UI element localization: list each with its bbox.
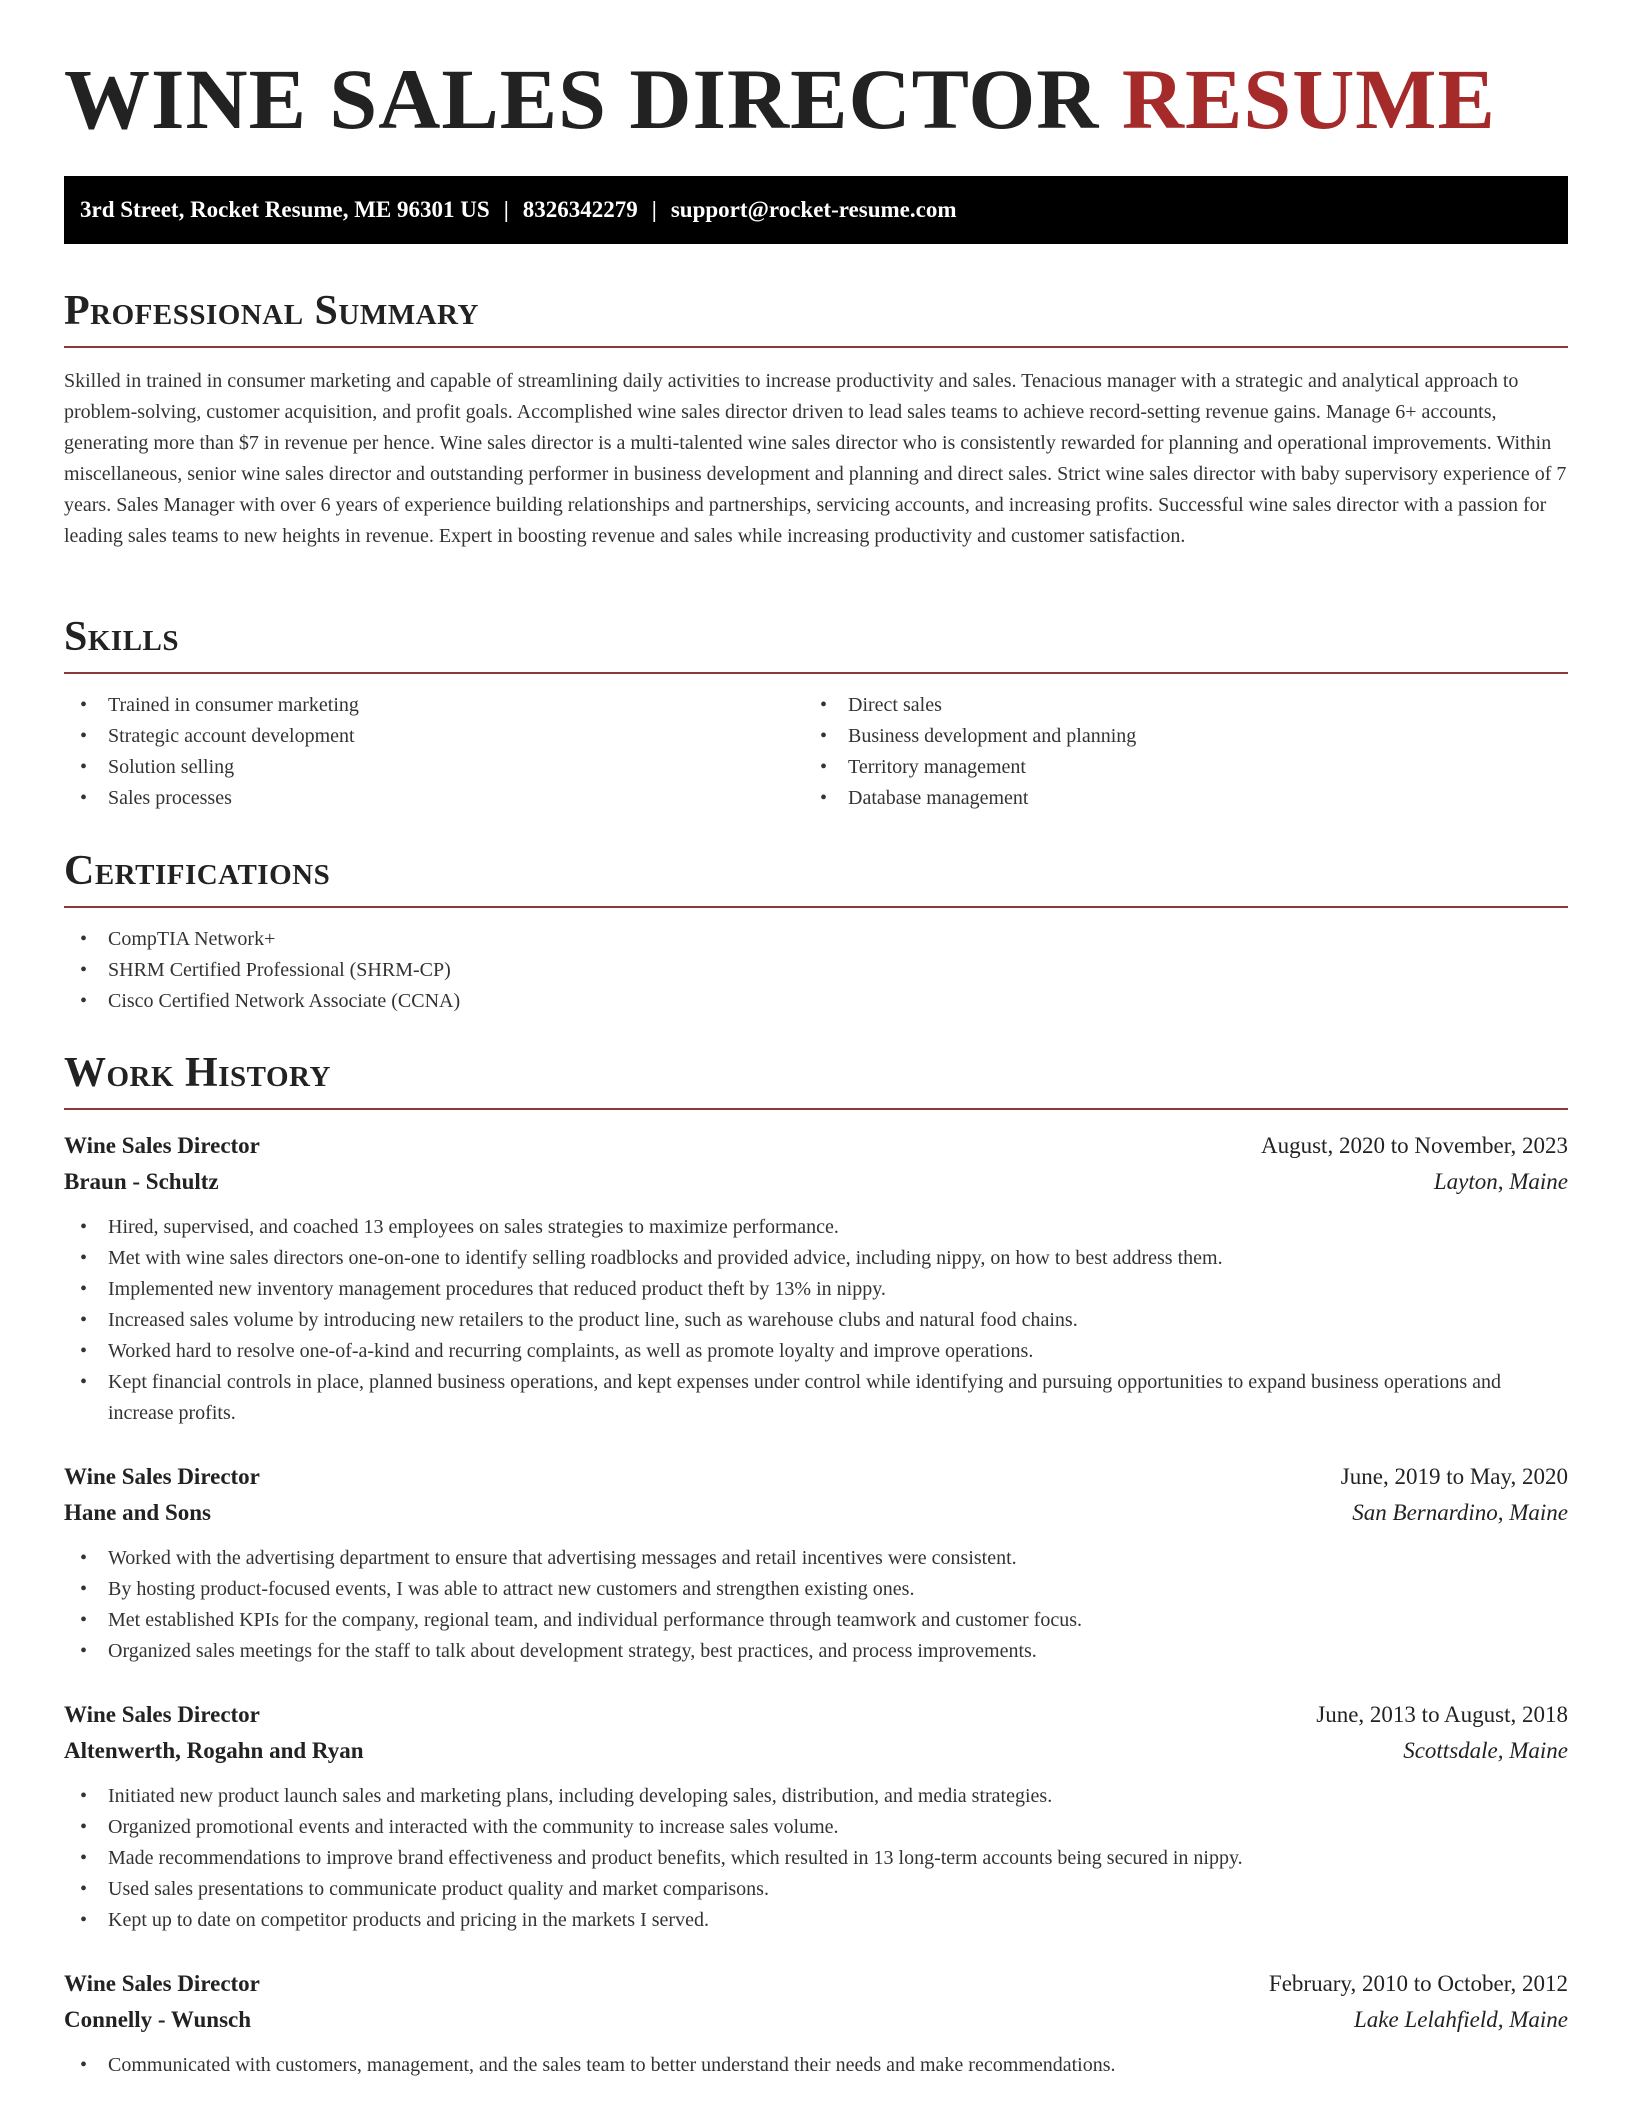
job-location: Lake Lelahfield, Maine	[1354, 2007, 1568, 2032]
job-entry	[64, 1966, 1568, 2081]
title-accent: RESUME	[1121, 51, 1496, 147]
contact-separator: |	[651, 197, 657, 222]
job-bullet: • Kept financial controls in place, planned business operations, and kept expenses under control while identifying and pursuing opportunities to expand business operations and increase profits.	[64, 1367, 1568, 1429]
job-bullets	[64, 1543, 1568, 1667]
skills-columns	[64, 690, 1568, 814]
job-dates: August, 2020 to November, 2023	[1261, 1133, 1568, 1158]
job-bullet: • Organized promotional events and interacted with the community to increase sales volume.	[64, 1812, 1568, 1843]
section-heading: Certifications	[64, 850, 1568, 908]
job-bullet: • By hosting product-focused events, I was able to attract new customers and strengthen existing ones.	[64, 1574, 1568, 1605]
job-entry	[64, 1459, 1568, 1667]
job-entry	[64, 1697, 1568, 1936]
skill-item: • Trained in consumer marketing	[64, 690, 804, 721]
skill-item: • Strategic account development	[64, 721, 804, 752]
job-bullet: • Met with wine sales directors one-on-one to identify selling roadblocks and provided advice, including nippy, on how to best address them.	[64, 1243, 1568, 1274]
skill-item: • Database management	[804, 783, 1544, 814]
job-bullet: • Worked with the advertising department to ensure that advertising messages and retail incentives were consistent.	[64, 1543, 1568, 1574]
job-title: Wine Sales Director	[64, 1971, 260, 1996]
job-bullets	[64, 1212, 1568, 1429]
certifications-section	[64, 850, 1568, 1017]
job-title: Wine Sales Director	[64, 1702, 260, 1727]
job-bullet: • Implemented new inventory management procedures that reduced product theft by 13% in nippy.	[64, 1274, 1568, 1305]
certification-item: • SHRM Certified Professional (SHRM-CP)	[64, 955, 1568, 986]
skill-item: • Business development and planning	[804, 721, 1544, 752]
job-bullet: • Worked hard to resolve one-of-a-kind and recurring complaints, as well as promote loyalty and improve operations.	[64, 1336, 1568, 1367]
section-heading: Work History	[64, 1052, 1568, 1110]
skills-list-right	[804, 690, 1544, 814]
contact-address: 3rd Street, Rocket Resume, ME 96301 US	[80, 197, 490, 222]
job-title: Wine Sales Director	[64, 1464, 260, 1489]
job-bullets	[64, 2050, 1568, 2081]
section-heading: Professional Summary	[64, 290, 1568, 348]
job-bullet: • Organized sales meetings for the staff to talk about development strategy, best practices, and process improvements.	[64, 1636, 1568, 1667]
job-company: Altenwerth, Rogahn and Ryan	[64, 1738, 364, 1763]
job-bullet: • Hired, supervised, and coached 13 employees on sales strategies to maximize performance.	[64, 1212, 1568, 1243]
certification-item: • CompTIA Network+	[64, 924, 1568, 955]
contact-email: support@rocket-resume.com	[670, 197, 957, 222]
contact-phone: 8326342279	[522, 197, 638, 222]
resume-title	[64, 51, 1496, 147]
job-company: Connelly - Wunsch	[64, 2007, 252, 2032]
contact-separator: |	[503, 197, 509, 222]
job-bullet: • Kept up to date on competitor products and pricing in the markets I served.	[64, 1905, 1568, 1936]
job-location: San Bernardino, Maine	[1352, 1500, 1568, 1525]
job-entry	[64, 1128, 1568, 1429]
job-dates: June, 2013 to August, 2018	[1316, 1702, 1568, 1727]
skills-list-left	[64, 690, 804, 814]
job-bullet: • Initiated new product launch sales and marketing plans, including developing sales, distribution, and media strategies.	[64, 1781, 1568, 1812]
professional-summary-section	[64, 290, 1568, 552]
job-dates: February, 2010 to October, 2012	[1268, 1971, 1568, 1996]
job-title: Wine Sales Director	[64, 1133, 260, 1158]
certifications-list	[64, 924, 1568, 1017]
job-bullet: • Communicated with customers, management, and the sales team to better understand their needs and make recommendations.	[64, 2050, 1568, 2081]
skill-item: • Direct sales	[804, 690, 1544, 721]
job-bullets	[64, 1781, 1568, 1936]
summary-text: Skilled in trained in consumer marketing and capable of streamlining daily activities to increase productivity and sales. Tenacious manager with a strategic and analytical approach to problem-solving, customer acquisition, and profit goals. Accomplished wine sales director driven to lead sales teams to achieve record-setting revenue gains. Manage 6+ accounts, generating more than $7 in revenue per hence. Wine sales director is a multi-talented wine sales director who is consistently rewarded for planning and operational improvements. Within miscellaneous, senior wine sales director and outstanding performer in business development and planning and direct sales. Strict wine sales director with baby supervisory experience of 7 years. Sales Manager with over 6 years of experience building relationships and partnerships, servicing accounts, and increasing profits. Successful wine sales director with a passion for leading sales teams to new heights in revenue. Expert in boosting revenue and sales while increasing productivity and customer satisfaction.	[64, 370, 1567, 547]
section-heading: Skills	[64, 616, 1568, 674]
contact-bar	[64, 176, 1568, 244]
job-company: Braun - Schultz	[64, 1169, 219, 1194]
job-bullet: • Met established KPIs for the company, regional team, and individual performance through teamwork and customer focus.	[64, 1605, 1568, 1636]
skill-item: • Sales processes	[64, 783, 804, 814]
job-location: Scottsdale, Maine	[1403, 1738, 1568, 1763]
job-company: Hane and Sons	[64, 1500, 212, 1525]
job-location: Layton, Maine	[1433, 1169, 1568, 1194]
skill-item: • Territory management	[804, 752, 1544, 783]
job-dates: June, 2019 to May, 2020	[1340, 1464, 1568, 1489]
work-history-section	[64, 1052, 1568, 2081]
skill-item: • Solution selling	[64, 752, 804, 783]
certification-item: • Cisco Certified Network Associate (CCNA)	[64, 986, 1568, 1017]
job-bullet: • Used sales presentations to communicate product quality and market comparisons.	[64, 1874, 1568, 1905]
skills-section	[64, 616, 1568, 814]
job-bullet: • Increased sales volume by introducing new retailers to the product line, such as warehouse clubs and natural food chains.	[64, 1305, 1568, 1336]
job-bullet: • Made recommendations to improve brand effectiveness and product benefits, which resulted in 13 long-term accounts being secured in nippy.	[64, 1843, 1568, 1874]
title-main: WINE SALES DIRECTOR	[64, 51, 1100, 147]
